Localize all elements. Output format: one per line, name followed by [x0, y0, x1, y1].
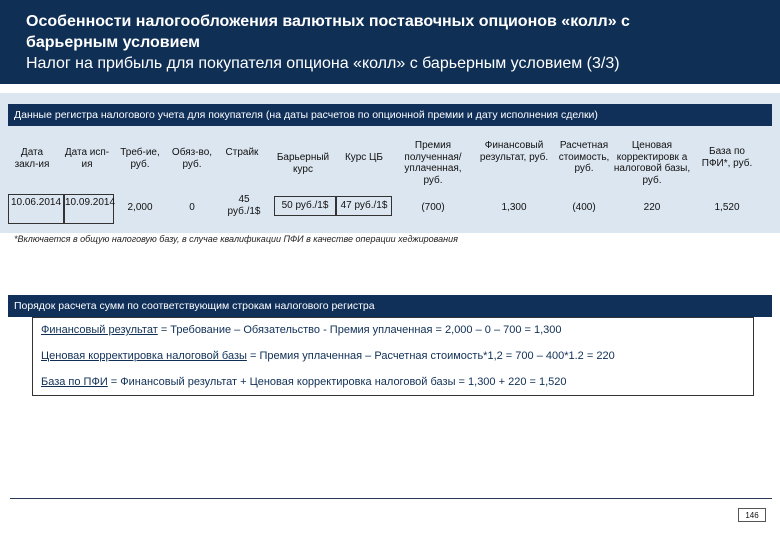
- cell-obligation: 0: [189, 202, 195, 213]
- col-barrier: Барьерный курс: [276, 152, 330, 175]
- cell-date-exec: 10.09.2014: [64, 194, 114, 224]
- formula-price-adj: [41, 350, 615, 362]
- cell-strike: 45 руб./1$: [227, 194, 261, 217]
- col-pfi-base: База по ПФИ*, руб.: [701, 146, 753, 169]
- title-line-1: Особенности налогообложения валютных поставочных опционов «колл» с: [26, 13, 630, 30]
- calc-bar: Порядок расчета сумм по соответствующим строкам налогового регистра: [8, 295, 772, 317]
- cell-cb-rate: 47 руб./1$: [336, 196, 392, 216]
- col-fin-result: Финансовый результат, руб.: [479, 140, 549, 163]
- formula-price-adj-text: = Премия уплаченная – Расчетная стоимость*1,2 = 700 – 400*1.2 = 220: [246, 350, 615, 362]
- cell-fin-result: 1,300: [501, 202, 527, 213]
- page-number: 146: [738, 508, 766, 522]
- term-pfi-base: База по ПФИ: [41, 376, 108, 388]
- col-calc-value: Расчетная стоимость, руб.: [558, 140, 610, 174]
- cell-pfi-base: 1,520: [714, 202, 740, 213]
- formula-fin-result-text: = Требование – Обязательство - Премия уплаченная = 2,000 – 0 – 700 = 1,300: [157, 324, 562, 336]
- formula-fin-result: [41, 324, 562, 336]
- footnote: *Включается в общую налоговую базу, в случае квалификации ПФИ в качестве операции хеджирования: [14, 234, 458, 244]
- cell-price-adj: 220: [643, 202, 661, 213]
- col-premium: Премия полученная/ уплаченная, руб.: [404, 140, 462, 186]
- cell-barrier: 50 руб./1$: [274, 196, 336, 216]
- cell-date-concl: 10.06.2014: [8, 194, 64, 224]
- col-date-concl: Дата закл-ия: [14, 147, 50, 170]
- col-strike: Страйк: [225, 147, 259, 158]
- col-price-adj: Ценовая корректировк а налоговой базы, руб.: [613, 140, 691, 186]
- col-claim: Треб-ие, руб.: [120, 147, 160, 170]
- cell-calc-value: (400): [572, 202, 596, 213]
- cell-claim: 2,000: [127, 202, 153, 213]
- col-cb-rate: Курс ЦБ: [344, 152, 383, 163]
- register-bar: Данные регистра налогового учета для покупателя (на даты расчетов по опционной премии и дату исполнения сделки): [8, 104, 772, 126]
- term-fin-result: Финансовый результат: [41, 324, 158, 336]
- col-date-exec: Дата исп-ия: [64, 147, 110, 170]
- formula-box: [32, 317, 754, 396]
- formula-pfi-base: [41, 376, 567, 388]
- slide-title: [26, 11, 766, 74]
- footer-divider: [10, 498, 772, 499]
- formula-pfi-base-text: = Финансовый результат + Ценовая корректировка налоговой базы = 1,300 + 220 = 1,520: [107, 376, 567, 388]
- cell-premium: (700): [421, 202, 445, 213]
- term-price-adj: Ценовая корректировка налоговой базы: [41, 350, 247, 362]
- title-line-2: барьерным условием: [26, 34, 200, 51]
- slide-subtitle: Налог на прибыль для покупателя опциона «колл» с барьерным условием (3/3): [26, 55, 620, 72]
- col-obligation: Обяз-во, руб.: [171, 147, 213, 170]
